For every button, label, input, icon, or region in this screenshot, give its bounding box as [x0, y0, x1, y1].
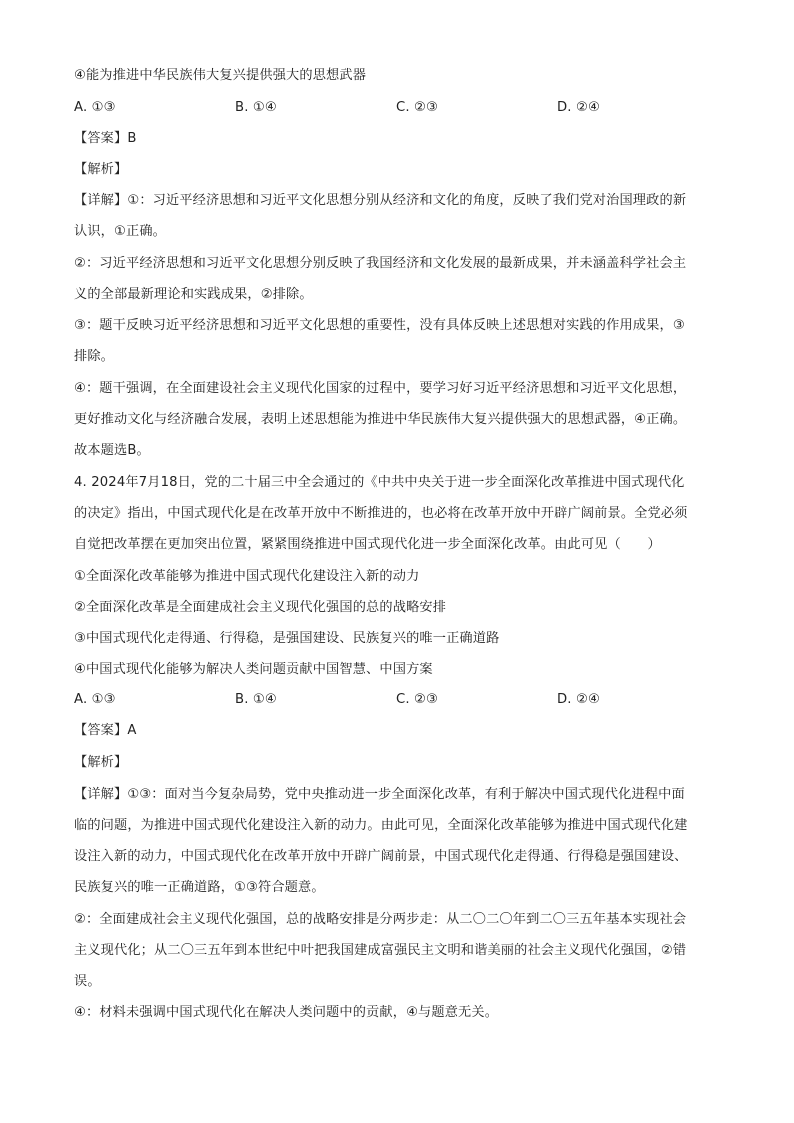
q3-detail-line: 排除。 — [74, 349, 115, 364]
q4-item-2: ②全面深化改革是全面建成社会主义现代化强国的总的战略安排 — [74, 600, 447, 615]
q4-option-d: D. ②④ — [557, 692, 600, 707]
q3-detail-line: ②：习近平经济思想和习近平文化思想分别反映了我国经济和文化发展的最新成果，并未涵盖科学社会主 — [74, 256, 687, 271]
q3-detail-line: ④：题干强调，在全面建设社会主义现代化国家的过程中，要学习好习近平经济思想和习近平文化思想， — [74, 381, 687, 396]
q4-detail-line: 误。 — [74, 974, 101, 989]
q4-detail-line: ④：材料未强调中国式现代化在解决人类问题中的贡献，④与题意无关。 — [74, 1005, 499, 1020]
q4-option-b: B. ①④ — [235, 692, 277, 707]
q4-detail-line: 临的问题，为推进中国式现代化建设注入新的动力。由此可见，全面深化改革能够为推进中国式现代化建 — [74, 818, 688, 833]
q3-option-b: B. ①④ — [235, 100, 277, 115]
q3-detail-line: 更好推动文化与经济融合发展，表明上述思想能为推进中华民族伟大复兴提供强大的思想武器，④正确。 — [74, 412, 687, 427]
q3-detail-line: 故本题选B。 — [74, 443, 150, 458]
q3-option-a: A. ①③ — [74, 100, 116, 115]
q3-option-d: D. ②④ — [557, 100, 600, 115]
q4-analysis-heading: 【解析】 — [74, 755, 128, 770]
q3-analysis-heading: 【解析】 — [74, 162, 128, 177]
q4-option-c: C. ②③ — [396, 692, 438, 707]
q4-detail-line: ②：全面建成社会主义现代化强国，总的战略安排是分两步走：从二〇二〇年到二〇三五年基本实现社会 — [74, 912, 687, 927]
q4-item-1: ①全面深化改革能够为推进中国式现代化建设注入新的动力 — [74, 569, 420, 584]
q3-detail-line: 义的全部最新理论和实践成果，②排除。 — [74, 287, 313, 302]
q3-detail-line: 【详解】①：习近平经济思想和习近平文化思想分别从经济和文化的角度，反映了我们党对治国理政的新 — [74, 193, 687, 208]
q4-item-4: ④中国式现代化能够为解决人类问题贡献中国智慧、中国方案 — [74, 662, 433, 677]
q3-option-c: C. ②③ — [396, 100, 438, 115]
q3-detail-line: 认识，①正确。 — [74, 224, 166, 239]
q4-stem-line: 4. 2024年7月18日，党的二十届三中全会通过的《中共中央关于进一步全面深化改革推进中国式现代化 — [74, 475, 685, 490]
q3-answer: 【答案】B — [74, 131, 137, 146]
q4-stem-line: 的决定》指出，中国式现代化是在改革开放中不断推进的，也必将在改革开放中开辟广阔前景。全党必须 — [74, 506, 688, 521]
q4-stem-line: 自觉把改革摆在更加突出位置，紧紧围绕推进中国式现代化进一步全面深化改革。由此可见（ ） — [74, 537, 661, 552]
q4-detail-line: 主义现代化；从二〇三五年到本世纪中叶把我国建成富强民主文明和谐美丽的社会主义现代化强国，②错 — [74, 943, 687, 958]
q4-item-3: ③中国式现代化走得通、行得稳，是强国建设、民族复兴的唯一正确道路 — [74, 631, 500, 646]
q4-detail-line: 【详解】①③：面对当今复杂局势，党中央推动进一步全面深化改革，有利于解决中国式现代化进程中面 — [74, 787, 685, 802]
q3-item-4: ④能为推进中华民族伟大复兴提供强大的思想武器 — [74, 68, 367, 83]
q4-answer: 【答案】A — [74, 723, 137, 738]
q4-option-a: A. ①③ — [74, 692, 116, 707]
q3-detail-line: ③：题干反映习近平经济思想和习近平文化思想的重要性，没有具体反映上述思想对实践的作用成果，③ — [74, 318, 685, 333]
q4-detail-line: 民族复兴的唯一正确道路，①③符合题意。 — [74, 880, 325, 895]
q4-detail-line: 设注入新的动力，中国式现代化在改革开放中开辟广阔前景，中国式现代化走得通、行得稳是强国建设、 — [74, 849, 688, 864]
